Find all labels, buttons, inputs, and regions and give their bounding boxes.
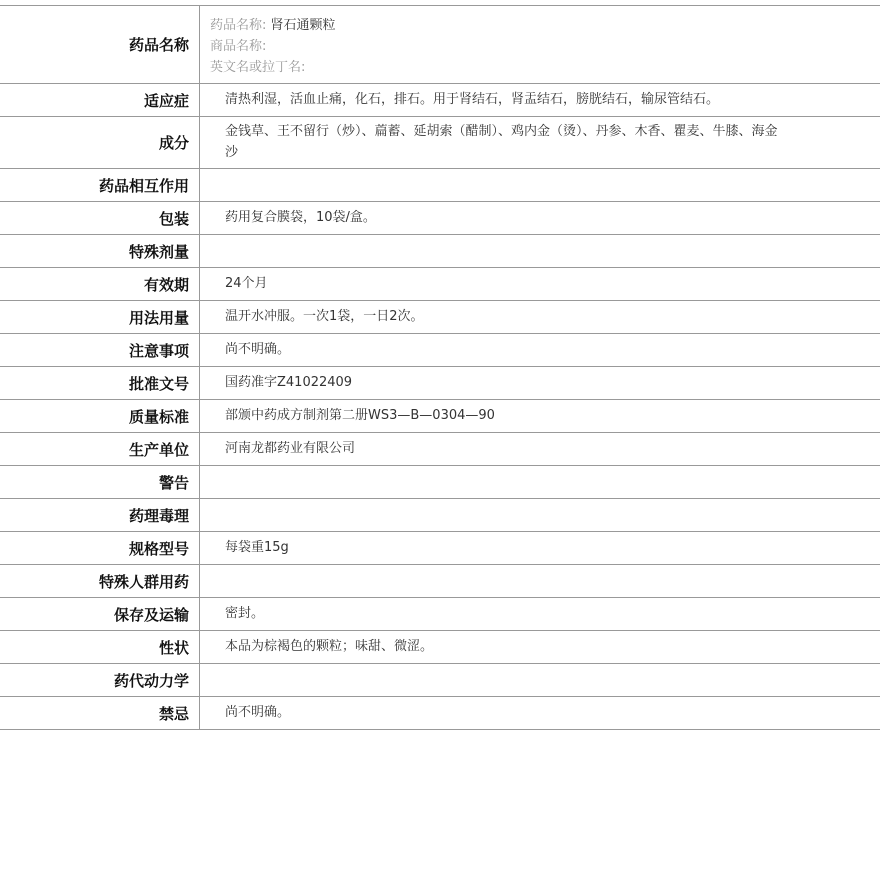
row-shelf-life — [0, 268, 880, 301]
row-value: 药用复合膜袋，10袋/盒。 — [225, 210, 376, 225]
row-value — [200, 565, 880, 597]
row-label: 适应症 — [0, 84, 200, 116]
row-label: 用法用量 — [0, 301, 200, 333]
row-value — [200, 499, 880, 531]
row-specification — [0, 532, 880, 565]
row-label: 药品相互作用 — [0, 169, 200, 201]
row-ingredients — [0, 117, 880, 169]
row-manufacturer — [0, 433, 880, 466]
drug-info-table — [0, 5, 880, 730]
row-value: 每袋重15g — [225, 540, 289, 555]
row-value — [200, 466, 880, 498]
row-label: 特殊剂量 — [0, 235, 200, 267]
row-drug-name — [0, 6, 880, 84]
row-indications — [0, 84, 880, 117]
row-label: 生产单位 — [0, 433, 200, 465]
generic-name-line — [210, 15, 870, 36]
row-value: 河南龙都药业有限公司 — [225, 441, 356, 456]
row-value: 温开水冲服。一次1袋，一日2次。 — [225, 309, 424, 324]
row-label: 保存及运输 — [0, 598, 200, 630]
row-label: 性状 — [0, 631, 200, 663]
row-value — [200, 664, 880, 696]
row-label: 质量标准 — [0, 400, 200, 432]
row-pharmacology-toxicology — [0, 499, 880, 532]
english-name-line: 英文名或拉丁名: — [210, 60, 306, 75]
row-storage-transport — [0, 598, 880, 631]
row-quality-standard — [0, 400, 880, 433]
row-contraindications — [0, 697, 880, 730]
row-usage-dosage — [0, 301, 880, 334]
row-pharmacokinetics — [0, 664, 880, 697]
row-special-populations — [0, 565, 880, 598]
generic-name-prefix: 药品名称: — [210, 18, 267, 33]
row-label: 药代动力学 — [0, 664, 200, 696]
row-description — [0, 631, 880, 664]
row-value: 国药准字Z41022409 — [225, 375, 353, 390]
row-value: 尚不明确。 — [225, 705, 291, 720]
row-label: 特殊人群用药 — [0, 565, 200, 597]
row-value — [200, 235, 880, 267]
row-label: 药品名称 — [0, 6, 200, 83]
row-warning — [0, 466, 880, 499]
row-label: 包装 — [0, 202, 200, 234]
row-value: 密封。 — [225, 606, 265, 621]
row-label: 药理毒理 — [0, 499, 200, 531]
row-value: 金钱草、王不留行（炒）、萹蓄、延胡索（醋制）、鸡内金（烫）、丹参、木香、瞿麦、牛膝、海金沙 — [225, 124, 778, 160]
row-label: 成分 — [0, 117, 200, 168]
row-approval-number — [0, 367, 880, 400]
generic-name-value: 肾石通颗粒 — [270, 18, 336, 33]
row-label: 批准文号 — [0, 367, 200, 399]
trade-name-line: 商品名称: — [210, 39, 267, 54]
row-interactions — [0, 169, 880, 202]
row-label: 有效期 — [0, 268, 200, 300]
row-value: 清热利湿，活血止痛，化石，排石。用于肾结石，肾盂结石，膀胱结石，输尿管结石。 — [225, 92, 720, 107]
row-precautions — [0, 334, 880, 367]
row-value — [200, 6, 880, 83]
row-value: 尚不明确。 — [225, 342, 291, 357]
row-label: 注意事项 — [0, 334, 200, 366]
row-packaging — [0, 202, 880, 235]
row-label: 规格型号 — [0, 532, 200, 564]
row-label: 禁忌 — [0, 697, 200, 729]
row-special-dosage — [0, 235, 880, 268]
row-label: 警告 — [0, 466, 200, 498]
row-value — [200, 169, 880, 201]
row-value: 本品为棕褐色的颗粒；味甜、微涩。 — [225, 639, 434, 654]
row-value: 24个月 — [225, 276, 268, 291]
row-value: 部颁中药成方制剂第二册WS3—B—0304—90 — [225, 408, 495, 423]
